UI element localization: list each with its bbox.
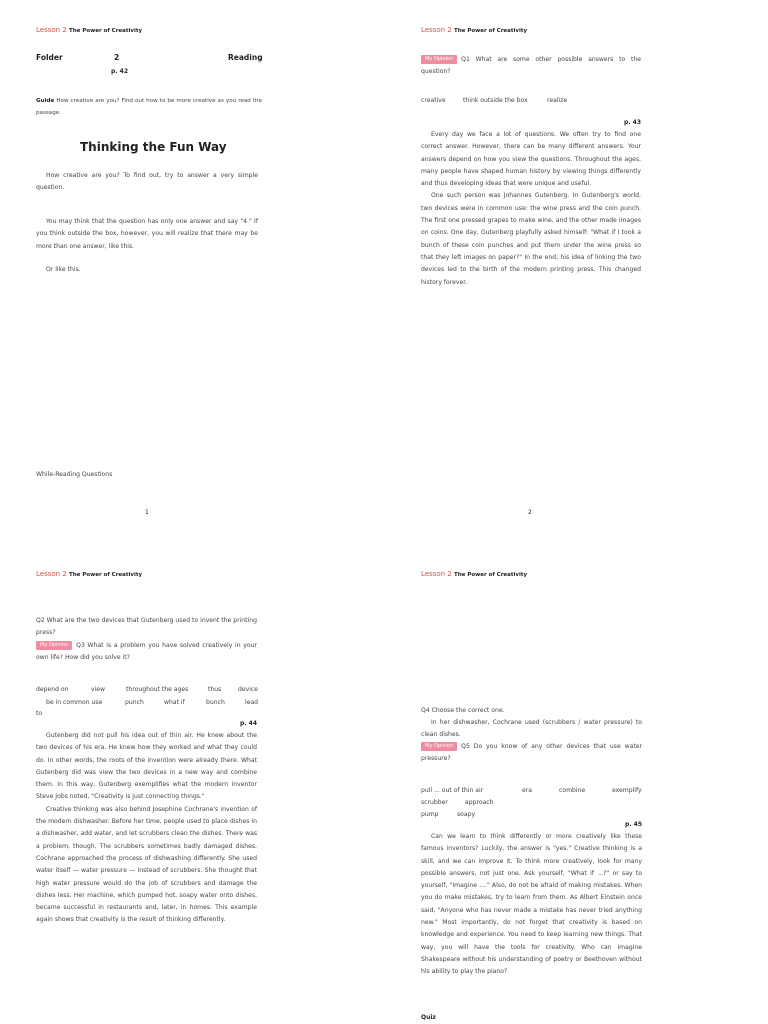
- intro-paragraph: How creative are you? To find out, try to answer a very simple question.: [36, 172, 258, 192]
- vocab-item: device: [238, 686, 259, 693]
- folder-number: 2: [114, 53, 120, 62]
- paragraph: Every day we face a lot of questions. We often try to find one correct answer. However, there can be many different answers. Your answers depend on how you view the questions. Throughout the ages, many people have shaped human history by viewing things differently and thus developing ideas that were unique and useful.: [421, 131, 641, 188]
- page-panel-4: [384, 512, 768, 1024]
- question-q3: My Opinion Q3 What is a problem you have solved creatively in your own life? How did you solve it?: [36, 641, 257, 662]
- page-reference: p. 42: [111, 68, 129, 75]
- vocab-item: lead: [245, 699, 259, 706]
- vocab-item: soapy: [457, 811, 476, 818]
- vocab-item: depend on: [36, 686, 69, 693]
- guide: [36, 95, 262, 120]
- page-reference: p. 45: [624, 821, 642, 828]
- lesson-header: [36, 26, 142, 34]
- vocab-item: bunch: [206, 699, 225, 706]
- vocab-item: be in common use: [46, 699, 103, 706]
- vocab-item: pump: [421, 811, 439, 818]
- quiz-label: Quiz: [421, 1014, 436, 1021]
- vocab-item: combine: [559, 787, 586, 794]
- body-text: [421, 129, 641, 289]
- question-q4-text: In her dishwasher, Cochrane used (scrubbers / water pressure) to clean dishes.: [421, 719, 642, 739]
- folder-label: Folder: [36, 53, 63, 62]
- lesson-header: [421, 570, 527, 578]
- vocab-item: punch: [125, 699, 144, 706]
- answer-paragraph: You may think that the question has only one answer and say "4." If you think outside the box, however, you will realize that there may be more than one answer, like this.: [36, 218, 258, 250]
- lesson-title: The Power of Creativity: [69, 572, 143, 578]
- question-q4: Q4 Choose the correct one.: [421, 707, 505, 714]
- page-panel-3: [0, 512, 384, 1024]
- lesson-label: Lesson 2: [36, 26, 67, 34]
- page-reference: p. 44: [239, 720, 257, 727]
- lesson-header: [421, 26, 527, 34]
- guide-text: How creative are you? Find out how to be more creative as you read the passage.: [36, 98, 263, 117]
- body-text: [36, 730, 257, 927]
- body-text: [421, 831, 642, 979]
- vocab-item: approach: [465, 799, 494, 806]
- question-q5: My Opinion Q5 Do you know of any other devices that use water pressure?: [421, 742, 642, 763]
- vocab-item: what if: [164, 699, 185, 706]
- paragraph: Can we learn to think differently or more creatively like these famous inventors? Luckily, the answer is "yes." Creative thinking is a skill, and we can improve it. To think more creatively, look for many possible answers, not just one. Ask yourself, "What if ...?" or say to yourself, "Imagine ...." Also, do not be afraid of making mistakes. When you do make mistakes, try to learn from them. As Albert Einstein once said, "Anyone who has never made a mistake has never tried anything new." Most importantly, do not forget that creativity is based on knowledge and experience. You need to keep learning new things. That way, you will have the tools for creativity. Who can imagine Shakespeare without his understanding of poetry or Beethoven without his ability to play the piano?: [421, 833, 642, 976]
- vocab-item: creative: [421, 97, 446, 104]
- vocab-item: pull ... out of thin air: [421, 787, 484, 794]
- lesson-title: The Power of Creativity: [69, 28, 143, 34]
- vocab-item: realize: [547, 97, 568, 104]
- reading-title: Thinking the Fun Way: [80, 140, 227, 154]
- paragraph: Gutenberg did not pull his idea out of thin air. He knew about the two devices of his era. He knew how they worked and what they could do. In other words, the roots of the invention were already there. What Gutenberg did was view the two devices in a new way and combine them. In this way, Gutenberg exemplifies what the modern inventor Steve Jobs noted, "Creativity is just connecting things.": [36, 732, 257, 801]
- paragraph: One such person was Johannes Gutenberg. In Gutenberg's world, two devices were in common use: the wine press and the coin punch. The first one pressed grapes to make wine, and the other made images on coins. One day, Gutenberg playfully asked himself: "What if I took a bunch of these coin punches and put them under the wine press so that they left images on paper?" In the end, his idea of linking the two devices led to the birth of the modern printing press. This changed history forever.: [421, 192, 641, 286]
- lesson-title: The Power of Creativity: [454, 28, 528, 34]
- vocab-item: throughout the ages: [126, 686, 189, 693]
- or-like-this-text: Or like this.: [46, 266, 81, 273]
- guide-label: Guide: [36, 98, 55, 104]
- vocab-item: scrubber: [421, 799, 448, 806]
- my-opinion-badge: My Opinion: [36, 641, 72, 650]
- vocab-item: to: [36, 710, 43, 717]
- my-opinion-badge: My Opinion: [421, 742, 457, 751]
- lesson-title: The Power of Creativity: [454, 572, 528, 578]
- page-number: 1: [145, 509, 149, 516]
- reading-label: Reading: [228, 53, 263, 62]
- lesson-label: Lesson 2: [421, 570, 452, 578]
- vocab-item: view: [91, 686, 106, 693]
- vocab-item: era: [522, 787, 532, 794]
- while-reading-heading: While-Reading Questions: [36, 471, 113, 478]
- vocab-item: thus: [208, 686, 222, 693]
- lesson-label: Lesson 2: [421, 26, 452, 34]
- page-number: 2: [528, 509, 532, 516]
- page-panel-1: [0, 0, 384, 516]
- my-opinion-badge: My Opinion: [421, 55, 457, 64]
- question-q2: Q2 What are the two devices that Gutenberg used to invent the printing press?: [36, 617, 257, 637]
- lesson-header: [36, 570, 142, 578]
- vocab-item: exemplify: [612, 787, 642, 794]
- page-panel-2: [384, 0, 768, 516]
- vocab-item: think outside the box: [463, 97, 528, 104]
- page-reference: p. 43: [623, 119, 641, 126]
- question-q1: My Opinion Q1 What are some other possible answers to the question?: [421, 55, 641, 76]
- lesson-label: Lesson 2: [36, 570, 67, 578]
- paragraph: Creative thinking was also behind Josephine Cochrane's invention of the modern dishwasher. Before her time, people used to place dishes in a dishwasher, add water, and let scrubbers clean the dishes. There was a problem, though. The scrubbers sometimes badly damaged dishes. Cochrane approached the process of dishwashing differently. She used water itself — water pressure — instead of scrubbers. She thought that high water pressure would do the job of scrubbers and damage the dishes less. Her machine, which pumped hot, soapy water onto dishes, became successful in restaurants and, later, in homes. This example again shows that creativity is the result of thinking differently.: [36, 805, 257, 924]
